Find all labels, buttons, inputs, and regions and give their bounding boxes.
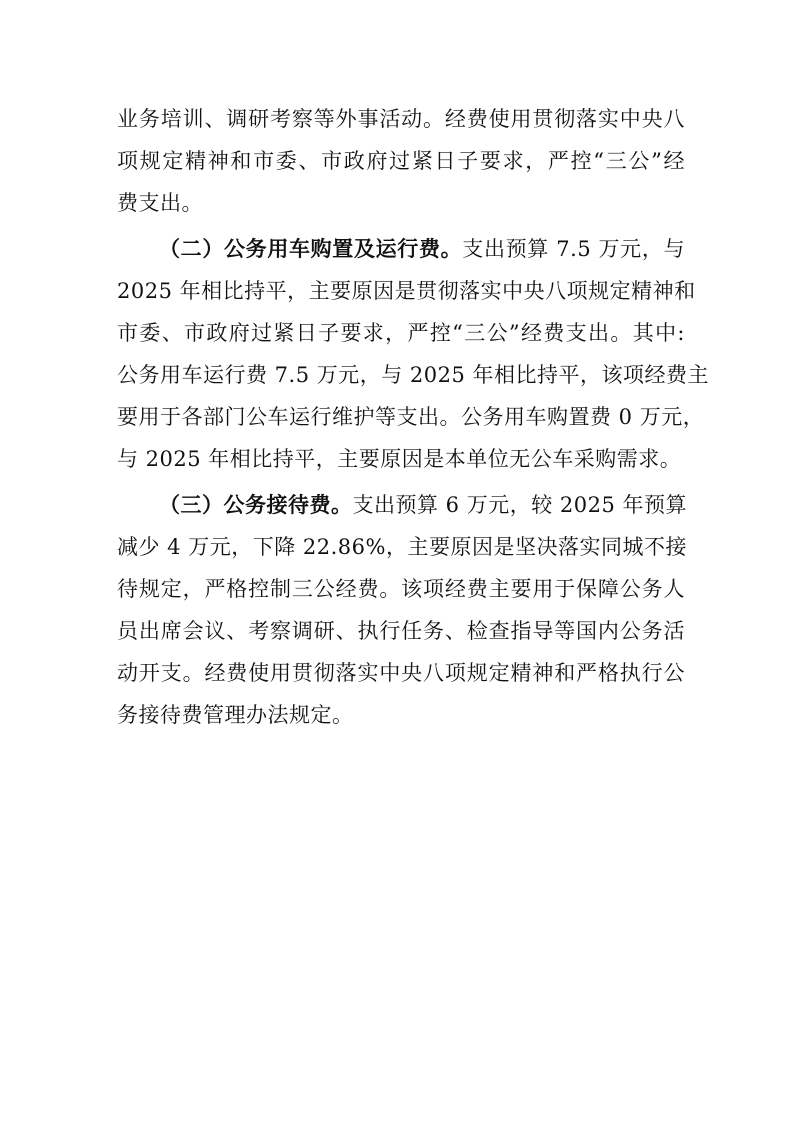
- text-line: [117, 484, 688, 526]
- text-line: [117, 228, 685, 270]
- text-line: 待规定，严格控制三公经费。该项经费主要用于保障公务人: [117, 577, 685, 601]
- paragraph-official-reception: [117, 484, 688, 736]
- text-line: 要用于各部门公车运行维护等支出。公务用车购置费 0 万元，: [117, 405, 705, 429]
- document-body: [117, 98, 710, 740]
- text-line: 市委、市政府过紧日子要求，严控“三公”经费支出。其中:: [117, 321, 685, 345]
- paragraph-official-vehicles: [117, 228, 710, 480]
- text-line: 项规定精神和市委、市政府过紧日子要求，严控“三公”经: [117, 149, 685, 173]
- paragraph-foreign-affairs-continued: [117, 98, 685, 224]
- text-line: 2025 年相比持平，主要原因是贯彻落实中央八项规定精神和: [117, 279, 696, 303]
- text-line: 减少 4 万元，下降 22.86%，主要原因是坚决落实同城不接: [117, 535, 687, 559]
- text-line: 公务用车运行费 7.5 万元，与 2025 年相比持平，该项经费主: [117, 363, 710, 387]
- text-line: 费支出。: [117, 191, 203, 215]
- section-heading-vehicles: （二）公务用车购置及运行费。: [159, 237, 463, 261]
- text-line: 动开支。经费使用贯彻落实中央八项规定精神和严格执行公: [117, 661, 685, 685]
- section-heading-reception: （三）公务接待费。: [159, 493, 353, 517]
- text-line: 与 2025 年相比持平，主要原因是本单位无公车采购需求。: [117, 447, 682, 471]
- text-fragment: 支出预算 7.5 万元，与: [462, 237, 686, 261]
- text-line: 业务培训、调研考察等外事活动。经费使用贯彻落实中央八: [117, 107, 685, 131]
- text-line: 务接待费管理办法规定。: [117, 703, 354, 727]
- text-line: 员出席会议、考察调研、执行任务、检查指导等国内公务活: [117, 619, 685, 643]
- text-fragment: 支出预算 6 万元，较 2025 年预算: [352, 493, 688, 517]
